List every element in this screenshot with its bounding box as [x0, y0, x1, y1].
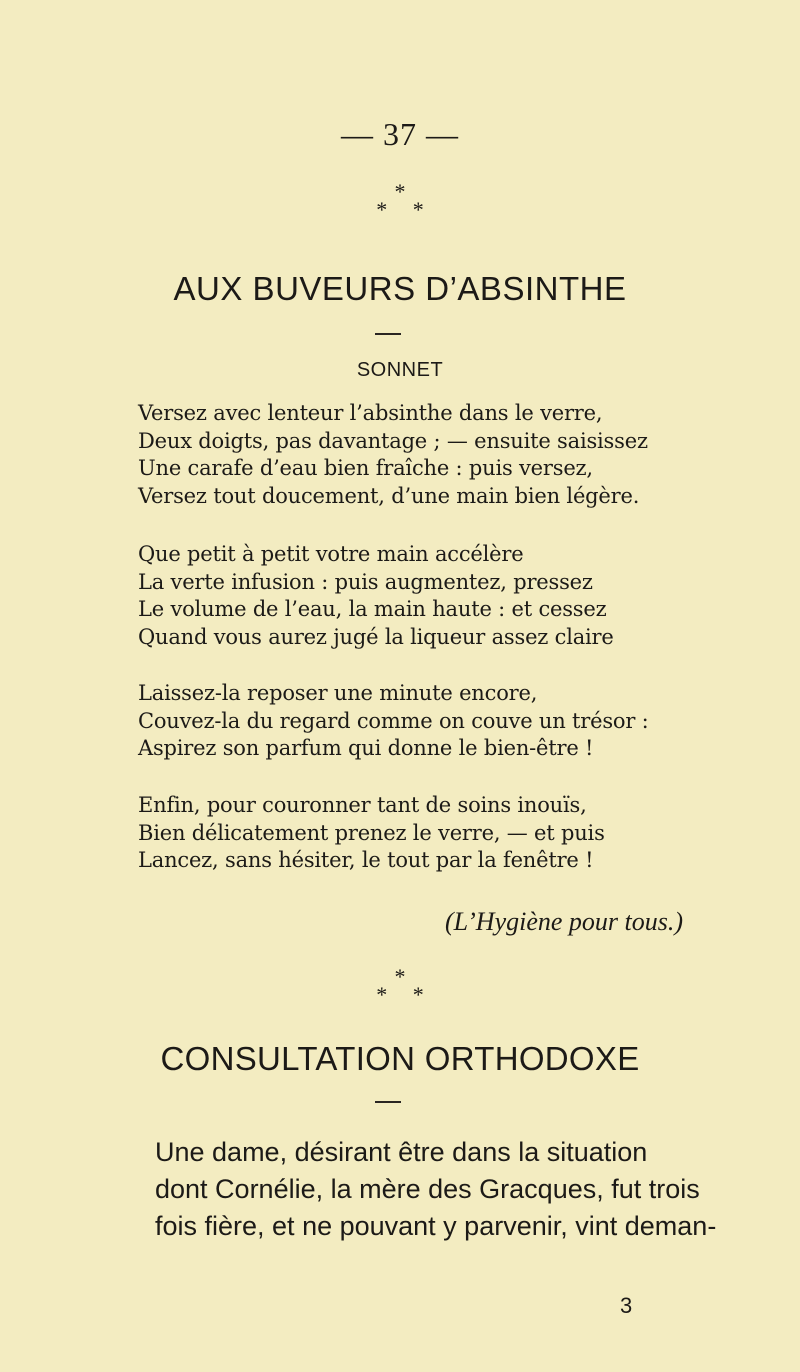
- source-citation: (L’Hygiène pour tous.): [445, 907, 684, 936]
- verse-line: Une carafe d’eau bien fraîche : puis versez,: [138, 456, 593, 480]
- verse-line: Le volume de l’eau, la main haute : et cessez: [138, 597, 607, 621]
- sonnet-subtitle: SONNET: [356, 359, 444, 381]
- stanza-1: [138, 400, 738, 510]
- asterism-bottom: * *: [376, 197, 434, 222]
- verse-line: Aspirez son parfum qui donne le bien-être !: [138, 736, 594, 760]
- asterism-ornament: [0, 964, 800, 1007]
- verse-line: Lancez, sans hésiter, le tout par la fenêtre !: [138, 848, 594, 872]
- asterism-ornament: [0, 179, 800, 222]
- signature-mark: 3: [620, 1293, 633, 1318]
- stanza-3: [138, 680, 738, 763]
- title-divider: [375, 1101, 401, 1103]
- title-divider: [375, 333, 401, 335]
- prose-line: fois fière, et ne pouvant y parvenir, vint deman-: [155, 1211, 717, 1241]
- consultation-paragraph: [155, 1134, 717, 1245]
- verse-line: Deux doigts, pas davantage ; — ensuite saisissez: [138, 428, 648, 453]
- consultation-title: CONSULTATION ORTHODOXE: [160, 1040, 640, 1077]
- prose-line: dont Cornélie, la mère des Gracques, fut trois: [155, 1174, 700, 1204]
- verse-line: Quand vous aurez jugé la liqueur assez claire: [138, 624, 614, 649]
- verse-line: Laissez-la reposer une minute encore,: [138, 681, 538, 705]
- verse-line: Que petit à petit votre main accélère: [138, 542, 524, 566]
- verse-line: La verte infusion : puis augmentez, pressez: [138, 569, 593, 594]
- asterism-bottom: * *: [376, 982, 434, 1007]
- stanza-2: [138, 541, 738, 651]
- verse-line: Bien délicatement prenez le verre, — et puis: [138, 820, 605, 845]
- page-number: — 37 —: [341, 116, 459, 152]
- asterism-top: *: [394, 179, 406, 204]
- verse-line: Versez avec lenteur l’absinthe dans le verre,: [138, 401, 603, 425]
- verse-line: Couvez-la du regard comme on couve un trésor :: [138, 708, 649, 733]
- prose-line: Une dame, désirant être dans la situation: [155, 1137, 648, 1167]
- sonnet-title: AUX BUVEURS D’ABSINTHE: [173, 270, 627, 307]
- stanza-4: [138, 792, 738, 875]
- verse-line: Enfin, pour couronner tant de soins inouïs,: [138, 793, 587, 817]
- verse-line: Versez tout doucement, d’une main bien légère.: [138, 483, 640, 508]
- asterism-top: *: [394, 964, 406, 989]
